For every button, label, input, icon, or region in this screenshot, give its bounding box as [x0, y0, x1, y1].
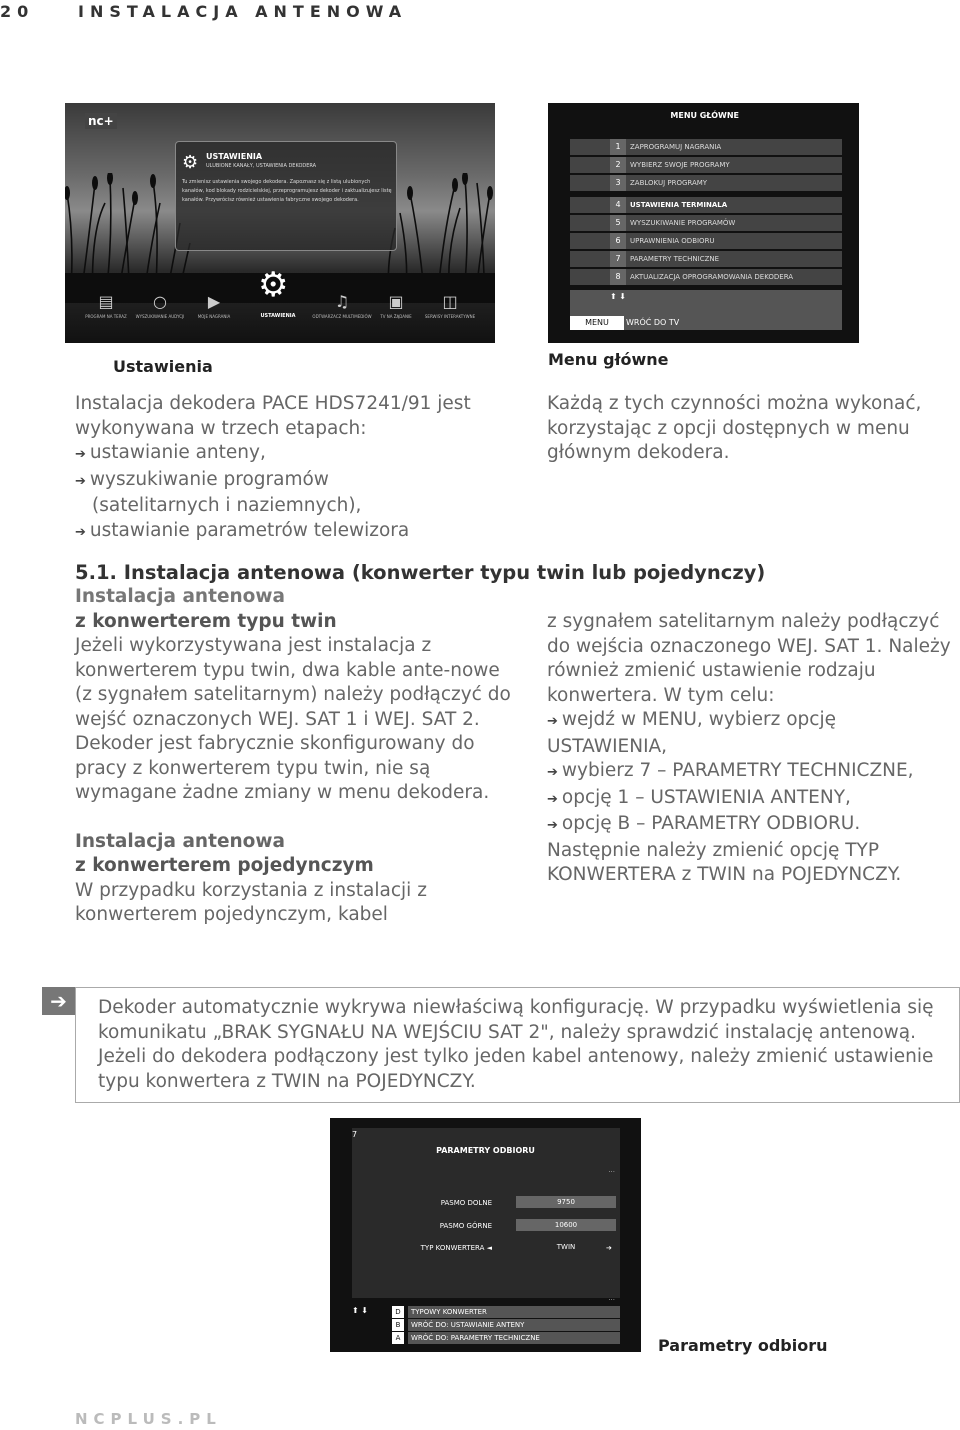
- up-down-arrows-icon: ⬆ ⬇: [610, 292, 626, 301]
- intro-text: Instalacja dekodera PACE HDS7241/91 jest wykonywana w trzech etapach:: [75, 393, 471, 439]
- list-item: [547, 759, 957, 786]
- item-label: ZABLOKUJ PROGRAMY: [630, 179, 708, 187]
- step-text: opcję 1 – USTAWIENIA ANTENY,: [561, 786, 851, 808]
- menu-item[interactable]: [570, 175, 842, 191]
- menu-item[interactable]: [570, 215, 842, 231]
- param-row-converter-type[interactable]: [352, 1241, 620, 1255]
- menu-item-selected[interactable]: [570, 197, 842, 213]
- params-title: PARAMETRY ODBIORU: [436, 1146, 535, 1155]
- menu-label-interactive: SERWISY INTERAKTYWNE: [424, 314, 476, 319]
- panel-subtitle: ULUBIONE KANAŁY, USTAWIENIA DEKODERA: [206, 163, 317, 169]
- item-label: PARAMETRY TECHNICZNE: [630, 255, 720, 263]
- step-text: ustawianie anteny,: [89, 442, 266, 463]
- item-label: WYBIERZ SWOJE PROGRAMY: [630, 161, 730, 169]
- media-icon[interactable]: ♫: [334, 292, 350, 311]
- item-number: 4: [610, 197, 626, 213]
- arrow-icon: ➔: [547, 714, 558, 729]
- menu-item[interactable]: [570, 269, 842, 285]
- arrow-icon: ➔: [547, 818, 558, 833]
- param-value: 9750: [516, 1196, 616, 1208]
- menu-item[interactable]: [570, 251, 842, 267]
- param-label: PASMO GÓRNE: [439, 1222, 492, 1230]
- converter-label: TYP KONWERTERA: [420, 1244, 485, 1252]
- step-text: ustawianie parametrów telewizora: [89, 519, 410, 541]
- single-paragraph: W przypadku korzystania z instalacji z konwerterem pojedynczym, kabel: [75, 879, 427, 925]
- params-options: [352, 1306, 620, 1345]
- www-icon[interactable]: ◫: [442, 292, 458, 311]
- panel-description: Tu zmienisz ustawienia swojego dekodera. Zapoznasz się z listą ulubionych kanałów, kod blokady rodzicielskiej, przeprogramujesz dekoder i zaktualizujesz listę kanałów. Przywrócisz również ustawienia fabryczne swojego dekodera.: [182, 179, 392, 203]
- menu-label-vod: TV NA ŻĄDANIE: [380, 314, 412, 319]
- option-item[interactable]: [352, 1332, 620, 1344]
- gear-icon: ⚙: [182, 152, 199, 173]
- param-row-upper-band[interactable]: [352, 1219, 620, 1233]
- param-label: [421, 1241, 492, 1255]
- step-text: opcję B – PARAMETRY ODBIORU.: [561, 813, 861, 834]
- settings-info-panel: [175, 141, 397, 251]
- param-row-lower-band[interactable]: [352, 1196, 620, 1210]
- list-item: [547, 812, 957, 839]
- option-label: WRÓĆ DO: USTAWIANIE ANTENY: [408, 1319, 620, 1331]
- arrow-icon: ➔: [547, 791, 558, 807]
- section-heading: 5.1. Instalacja antenowa (konwerter typu twin lub pojedynczy): [75, 561, 766, 584]
- menu-item[interactable]: [570, 157, 842, 173]
- arrow-icon: ➔: [75, 524, 86, 540]
- search-icon[interactable]: ○: [153, 292, 167, 311]
- item-label: AKTUALIZACJA OPROGRAMOWANIA DEKODERA: [630, 273, 794, 281]
- twin-heading-line2: z konwerterem typu twin: [75, 610, 337, 632]
- item-label: WYSZUKIWANIE PROGRAMÓW: [630, 219, 736, 227]
- up-down-arrows-icon: ⬆ ⬇: [352, 1306, 368, 1315]
- left-arrow-icon: ◄: [486, 1244, 492, 1252]
- panel-title: USTAWIENIA: [206, 152, 263, 161]
- menu-label-program: PROGRAM NA TERAZ: [85, 314, 127, 319]
- arrow-icon: ➔: [547, 765, 558, 780]
- param-value: TWIN: [556, 1243, 576, 1251]
- list-item: [547, 786, 957, 813]
- list-item: [547, 708, 957, 759]
- note-text: Dekoder automatycznie wykrywa niewłaściwą konfigurację. W przypadku wyświetlenia się komunikatu „BRAK SYGNAŁU NA WEJŚCIU SAT 2", należy sprawdzić instalację antenową. Jeżeli do dekodera podłączony jest tylko jeden kabel antenowy, należy zmienić ustawienie typu konwertera z TWIN na POJEDYNCZY.: [98, 997, 934, 1092]
- menu-key[interactable]: MENU: [570, 316, 624, 330]
- step-text: wejdź w MENU, wybierz opcję USTAWIENIA,: [547, 709, 836, 757]
- list-item: [75, 441, 515, 468]
- twin-paragraph: Jeżeli wykorzystywana jest instalacja z konwerterem typu twin, dwa kable ante-nowe (z sygnałem satelitarnym) należy podłączyć do wejść oznaczonych WEJ. SAT 1 i WEJ. SAT 2. Dekoder jest fabrycznie skonfigurowany do pracy z konwerterem typu twin, nie są wymagane żadne zmiany w menu dekodera.: [75, 635, 511, 803]
- option-key: A: [392, 1332, 404, 1344]
- option-key: B: [392, 1319, 404, 1331]
- screenshot-settings: [65, 103, 495, 343]
- item-number: 6: [610, 233, 626, 249]
- item-number: 5: [610, 215, 626, 231]
- back-to-tv-label[interactable]: WRÓĆ DO TV: [626, 318, 680, 327]
- twin-heading-line1: Instalacja antenowa: [75, 586, 285, 607]
- tv-icon[interactable]: ▣: [388, 292, 404, 311]
- option-item[interactable]: [352, 1319, 620, 1331]
- more-icon: ...: [608, 1166, 615, 1174]
- page-number: 20: [0, 2, 35, 21]
- more-icon: ...: [608, 1294, 615, 1302]
- single-heading-line1: Instalacja antenowa: [75, 830, 285, 852]
- step-continuation: (satelitarnych i naziemnych),: [92, 495, 362, 516]
- main-menu-title: MENU GŁÓWNE: [670, 111, 739, 120]
- param-value: 10600: [516, 1219, 616, 1231]
- list-item: [75, 519, 515, 546]
- param-label: PASMO DOLNE: [440, 1199, 492, 1207]
- gear-icon[interactable]: ⚙: [258, 265, 289, 305]
- step-text: wyszukiwanie programów: [89, 468, 329, 490]
- arrow-icon: ➔: [75, 473, 86, 489]
- item-number: 8: [610, 269, 626, 285]
- menu-item[interactable]: [570, 233, 842, 249]
- caption-main-menu: Menu główne: [548, 350, 669, 369]
- item-number: 1: [610, 139, 626, 155]
- menu-item[interactable]: [570, 139, 842, 155]
- menu-description: Każdą z tych czynności można wykonać, korzystając z opcji dostępnych w menu głównym dekodera.: [547, 393, 922, 463]
- caption-reception-parameters: Parametry odbioru: [658, 1336, 828, 1355]
- option-label: WRÓĆ DO: PARAMETRY TECHNICZNE: [408, 1332, 620, 1344]
- caption-settings: Ustawienia: [113, 357, 213, 376]
- left-column: [75, 585, 515, 928]
- step-text: wybierz 7 – PARAMETRY TECHNICZNE,: [561, 760, 914, 781]
- single-heading-line2: z konwerterem pojedynczym: [75, 855, 374, 876]
- option-item[interactable]: [352, 1306, 620, 1318]
- menu-label-settings: USTAWIENIA: [260, 313, 296, 319]
- item-label: USTAWIENIA TERMINALA: [630, 201, 728, 209]
- note-arrow-icon: ➔: [42, 987, 75, 1015]
- item-label: UPRAWNIENIA ODBIORU: [630, 237, 715, 245]
- nc-plus-logo: nc+: [85, 113, 117, 129]
- main-menu-list: [570, 139, 842, 287]
- menu-label-recordings: MOJE NAGRANIA: [197, 314, 231, 319]
- item-number: 2: [610, 157, 626, 173]
- screen-number: 7: [352, 1130, 358, 1139]
- right-column: [547, 610, 957, 888]
- arrow-icon: ➔: [75, 447, 86, 462]
- menu-label-search: WYSZUKIWANIE AUDYCJI: [135, 314, 185, 319]
- play-icon[interactable]: ▶: [207, 292, 221, 311]
- screenshot-reception-parameters: [330, 1118, 641, 1352]
- item-number: 7: [610, 251, 626, 267]
- page-title: INSTALACJA ANTENOWA: [78, 2, 408, 21]
- footer-website[interactable]: NCPLUS.PL: [75, 1410, 222, 1428]
- list-icon[interactable]: ▤: [98, 292, 114, 311]
- right-after-text: Następnie należy zmienić opcję TYP KONWERTERA z TWIN na POJEDYNCZY.: [547, 839, 902, 885]
- list-item: [75, 468, 515, 495]
- intro-block: [75, 392, 515, 545]
- right-arrow-icon: ➔: [606, 1244, 612, 1252]
- option-label: TYPOWY KONWERTER: [408, 1306, 620, 1318]
- right-paragraph: z sygnałem satelitarnym należy podłączyć do wejścia oznaczonego WEJ. SAT 1. Należy również zmienić ustawienie rodzaju konwertera. W tym celu:: [547, 611, 951, 706]
- screenshot-main-menu: [548, 103, 859, 343]
- item-label: ZAPROGRAMUJ NAGRANIA: [630, 143, 722, 151]
- item-number: 3: [610, 175, 626, 191]
- option-key: D: [392, 1306, 404, 1318]
- menu-label-media: ODTWARZACZ MULTIMEDIÓW: [312, 314, 372, 319]
